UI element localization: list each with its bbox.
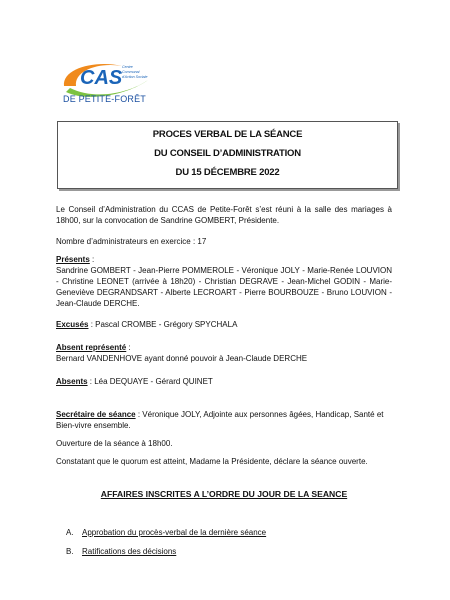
secretary-sep: : [135,410,143,419]
title-line-2: DU CONSEIL D’ADMINISTRATION [154,148,301,159]
represented-label: Absent représenté [56,343,127,352]
agenda-item-letter: A. [66,528,74,537]
present-sep: : [89,255,95,264]
absent-names: Léa DEQUAYE - Gérard QUINET [94,377,213,386]
absent-section [56,376,392,387]
logo-tagline-2: Communal [122,70,140,74]
logo-tagline-3: d'Action Sociale [122,75,148,79]
logo-acronym: CAS [80,67,123,89]
title-box [57,121,398,189]
excused-names: Pascal CROMBE - Grégory SPYCHALA [95,320,238,329]
secretary-label: Secrétaire de séance [56,410,136,419]
represented-sep: : [126,343,131,352]
present-names: Sandrine GOMBERT - Jean-Pierre POMMEROLE - Véronique JOLY - Marie-Renée LOUVION - Christine LEONET (arrivée à 18h20) - Christian DEGRAVE - Jean-Michel GODIN - Marie-Geneviève DEGRANDSART - Alberte LECROART - Pierre BOURBOUZE - Bruno LOUVION - Jean-Claude DERCHE. [56,266,392,308]
quorum-line: Constatant que le quorum est atteint, Madame la Présidente, déclare la séance ouverte. [56,457,368,466]
logo-subtitle: DE PETITE-FORÊT [63,94,147,104]
agenda-item [66,528,266,537]
represented-names: Bernard VANDENHOVE ayant donné pouvoir à Jean-Claude DERCHE [56,354,308,363]
title-line-3: DU 15 DÉCEMBRE 2022 [175,167,280,178]
agenda-item-letter: B. [66,547,74,556]
logo-tagline-1: Centre [122,65,133,69]
present-label: Présents [56,255,90,264]
agenda-item-text: Ratifications des décisions [82,547,177,556]
agenda-item [66,547,176,556]
present-section [56,254,392,309]
absent-sep: : [87,377,95,386]
intro-paragraph: Le Conseil d’Administration du CCAS de Petite-Forêt s’est réuni à la salle des mariages à 18h00, sur la convocation de Sandrine GOMBERT, Présidente. [56,205,392,225]
excused-label: Excusés [56,320,89,329]
opening-line: Ouverture de la séance à 18h00. [56,439,173,448]
secretary-text: Véronique JOLY, Adjointe aux personnes âgées, Handicap, Santé et Bien-vivre ensemble. [56,410,384,430]
excused-section [56,319,392,330]
represented-section [56,342,392,364]
title-line-1: PROCES VERBAL DE LA SÉANCE [152,129,303,140]
agenda-heading: AFFAIRES INSCRITES A L’ORDRE DU JOUR DE LA SEANCE [100,489,348,499]
secretary-section [56,409,392,431]
agenda-item-text: Approbation du procès-verbal de la dernière séance [82,528,267,537]
excused-sep: : [88,320,96,329]
absent-label: Absents [56,377,88,386]
administrators-count: Nombre d’administrateurs en exercice : 17 [56,237,207,246]
